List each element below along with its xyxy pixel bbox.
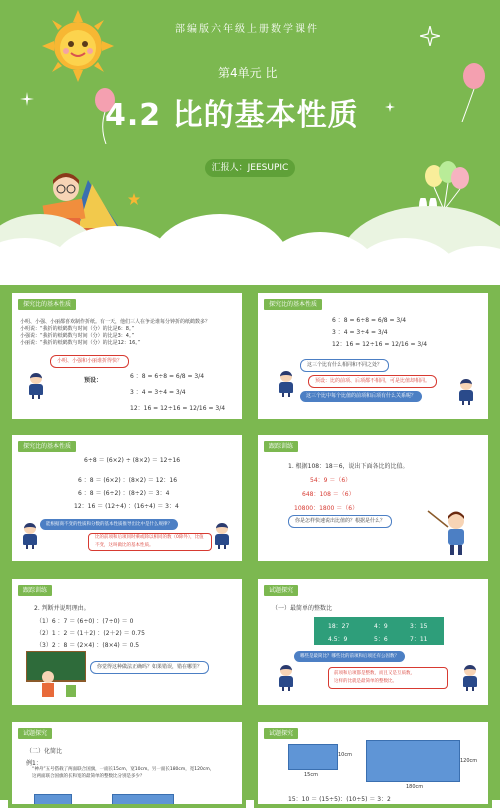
answer-text: 这样的比就是最简单的整数比。 (334, 679, 397, 684)
slide-tag: 试题探究 (264, 728, 298, 739)
equation: 6 ：8 ＝ (6÷2) ：(8÷2) ＝ 3：4 (78, 490, 170, 497)
slide-tag: 跟踪训练 (18, 585, 52, 596)
slide-thumb-1[interactable] (8, 289, 246, 423)
ratio-value: 4：9 (374, 623, 388, 630)
problem-text: “神舟”五号搭载了两面联合国旗，一面长15cm，宽10cm。另一面长180cm，宽120cm， (32, 767, 215, 772)
exercise-line: 648：108 ＝（6） (302, 491, 355, 498)
equation: 6 ：8 = 6÷8 = 6/8 = 3/4 (130, 373, 205, 380)
slide-tag: 探究比的基本性质 (18, 299, 76, 310)
slide-thumb-7[interactable] (8, 718, 246, 808)
ratio-value: 7：11 (410, 636, 428, 643)
slide-text: 小强说：“我折的纸鹤数与时间（分）的比是3：4。” (20, 333, 135, 339)
task-text: 1. 根据108：18＝6，说出下面各比的比值。 (288, 463, 409, 470)
exercise-line: （3）2 ：8 ＝ (2×4) ：(8×4) ＝ 0.5 (36, 642, 140, 649)
equation: 15：10 ＝ (15÷5)：(10÷5) ＝ 3：2 (288, 796, 391, 803)
slide-thumb-5[interactable] (8, 575, 246, 709)
question-bubble: 你觉得这种做法正确吗？如果错误，错在哪里？ (90, 661, 209, 674)
slide-tag: 跟踪训练 (264, 441, 298, 452)
teacher-illustration (426, 507, 480, 557)
student-illustration (458, 379, 474, 405)
equation: 12：16 ＝ (12÷4) ：(16÷4) ＝ 3：4 (74, 503, 179, 510)
slide-tag: 试题探究 (264, 585, 298, 596)
equation: 12：16 = 12÷16 = 12/16 = 3/4 (332, 341, 428, 348)
exercise-line: （2）1 ：2 ＝ (1＋2) ：(2＋2) ＝ 0.75 (36, 630, 145, 637)
exercise-line: 10800：1800 ＝（6） (294, 505, 359, 512)
student-illustration (278, 371, 294, 397)
ratio-value: 5：6 (374, 636, 388, 643)
equation: 12：16 = 12÷16 = 12/16 = 3/4 (130, 405, 226, 412)
slide-thumb-6[interactable] (254, 575, 492, 709)
slide-tag: 探究比的基本性质 (18, 441, 76, 452)
question-bubble: 这三个比中每个比值的前项和后项有什么关系呢？ (300, 391, 422, 402)
ratio-value: 18：27 (328, 623, 350, 630)
slide-text: 小明、小强、小丽都喜欢制作折纸。有一天，他们三人在争论谁每分钟折的纸鹤数多？ (20, 319, 211, 325)
dimension-label: 120cm (460, 758, 478, 764)
dimension-label: 15cm (304, 772, 318, 778)
lesson-title: 4.2 比的基本性质 (105, 98, 359, 133)
slide-thumb-3[interactable] (8, 431, 246, 565)
task-text: 2. 判断并说明理由。 (34, 605, 90, 612)
answer-bubble: 比的前项和后项同时乘或除以相同的数（0除外），比值不变，这叫做比的基本性质。 (88, 533, 212, 551)
slide-tag: 探究比的基本性质 (264, 299, 322, 310)
dimension-label: 180cm (406, 784, 424, 790)
student-illustration (214, 523, 230, 549)
slide-thumb-2[interactable] (254, 289, 492, 423)
exercise-line: 54：9 ＝（6） (310, 477, 352, 484)
answer-bubble: 预设：比的前项、后项都不相同，可是比值却相同。 (308, 375, 437, 388)
un-flag-icon (112, 794, 174, 808)
problem-text: 这两面联合国旗的长和宽的最简单的整数比分别是多少？ (32, 774, 145, 779)
predict-label: 预设： (84, 377, 103, 384)
answer-text: 前项和后项都是整数，而且又是互质数， (334, 671, 415, 676)
exercise-line: （1）6 ：7 ＝ (6÷0) ：(7÷0) ＝ 0 (36, 618, 134, 625)
equation: 3 ：4 = 3÷4 = 3/4 (332, 329, 388, 336)
course-label: 部编版六年级上册数学课件 (175, 24, 319, 35)
dimension-label: 10cm (338, 752, 352, 758)
slide-tag: 试题探究 (18, 728, 52, 739)
slide-thumb-8[interactable] (254, 718, 492, 808)
slide-text: 小丽说：“我折的纸鹤数与时间（分）的比是12：16。” (20, 340, 141, 346)
question-bubble: 能根据商不变的性质和分数的基本性质推导出比中是什么规律？ (40, 519, 178, 530)
balloon-icon (458, 62, 488, 122)
equation: 3 ：4 = 3÷4 = 3/4 (130, 389, 186, 396)
question-bubble: 这三个比有什么相同和不同之处？ (300, 359, 389, 372)
question-bubble: 你是怎样快速说出比值的？根据是什么？ (288, 515, 392, 528)
un-flag-icon (366, 740, 460, 782)
ratio-value: 4.5：9 (328, 636, 348, 643)
subheading: （一）最简单的整数比 (272, 605, 333, 612)
slide-thumb-4[interactable] (254, 431, 492, 565)
sparkle-icon (420, 26, 440, 46)
equation: 6 ：8 = 6÷8 = 6/8 = 3/4 (332, 317, 407, 324)
student-illustration (22, 523, 38, 549)
slide-text: 小明说：“我折的纸鹤数与时间（分）的比是6：8。” (20, 326, 135, 332)
unit-label: 第4单元 比 (218, 66, 278, 80)
title-slide (0, 0, 500, 285)
sparkle-icon (385, 102, 395, 112)
subheading: （二）化简比 (26, 748, 63, 755)
equation: 6 ：8 ＝ (6×2) ：(8×2) ＝ 12：16 (78, 477, 178, 484)
question-bubble: 哪些是最简比？哪些比的前项和后项还有公因数？ (294, 651, 405, 662)
student-illustration (28, 373, 44, 399)
sun-icon (40, 8, 116, 84)
reporter-pill: 汇报人：JEESUPIC (205, 159, 295, 177)
equation: 6÷8 ＝ (6×2) ÷ (8×2) ＝ 12÷16 (84, 457, 181, 464)
un-flag-icon (34, 794, 72, 808)
blackboard-illustration (26, 651, 86, 699)
sparkle-icon (20, 92, 34, 106)
ratio-value: 3：15 (410, 623, 428, 630)
un-flag-icon (288, 744, 338, 770)
example-label: 例1： (26, 760, 42, 767)
student-illustration (462, 665, 478, 691)
question-bubble: 小明、小强和小丽谁折得快？ (50, 355, 129, 368)
student-illustration (278, 665, 294, 691)
